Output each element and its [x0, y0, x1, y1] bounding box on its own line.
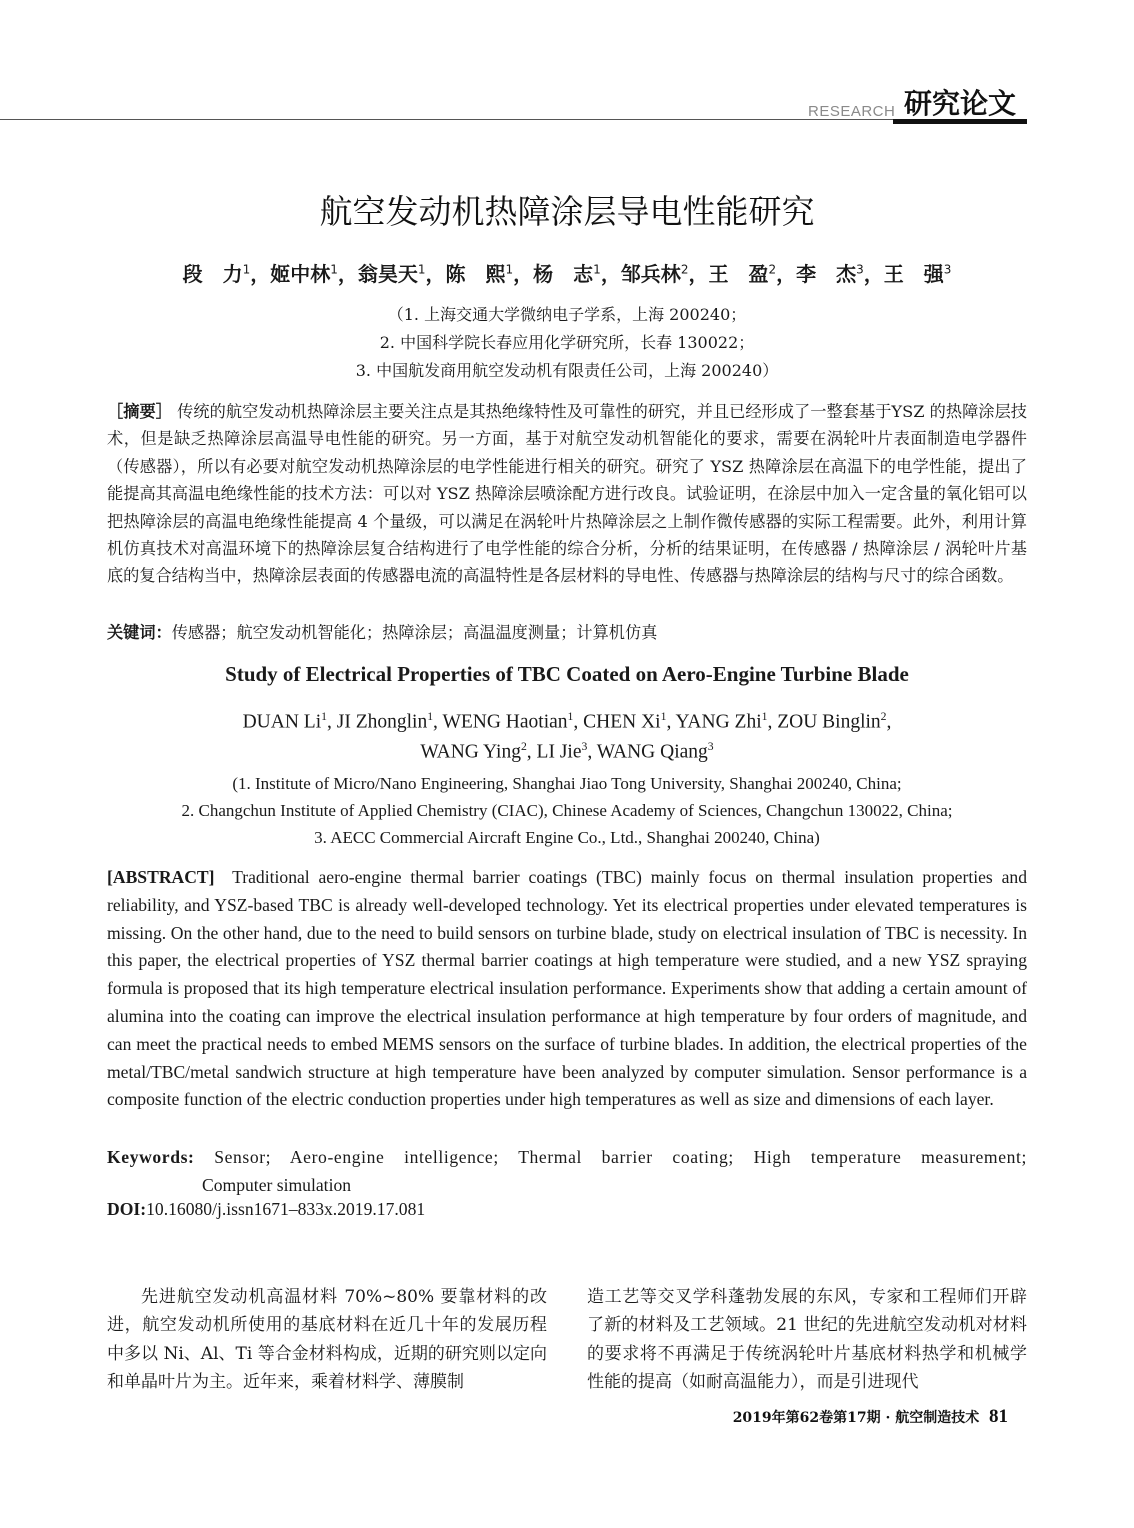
author-name: 李 杰	[796, 262, 857, 286]
keywords-en	[107, 1143, 1027, 1199]
author-affiliation-mark: 1	[330, 262, 338, 277]
author-affiliation-mark: 3	[943, 262, 952, 277]
author-affiliation-mark: 1	[593, 262, 601, 277]
paper-title-en: Study of Electrical Properties of TBC Coated on Aero-Engine Turbine Blade	[225, 662, 909, 686]
doi	[107, 1199, 1027, 1220]
author-name: 杨 志	[533, 262, 594, 286]
body-column-left: 先进航空发动机高温材料 70%~80% 要靠材料的改进，航空发动机所使用的基底材料在近几十年的发展历程中多以 Ni、Al、Ti 等合金材料构成，近期的研究则以定向和单晶叶片为主。近年来，乘着材料学、薄膜制	[107, 1287, 547, 1392]
author-name: 陈 熙	[445, 262, 506, 286]
author-affiliation-mark: 1	[660, 710, 667, 723]
author-affiliation-mark: 1	[321, 710, 327, 723]
author-affiliation-mark: 3	[856, 262, 864, 277]
author-name: 王 盈	[708, 262, 769, 286]
author-name: ZOU Binglin	[777, 711, 881, 733]
author-name: CHEN Xi	[583, 711, 661, 733]
keywords-en-line-1: Sensor; Aero-engine intelligence; Thermal barrier coating; High temperature measurement;	[214, 1147, 1028, 1167]
author-affiliation-mark: 1	[761, 710, 768, 723]
keywords-zh	[107, 619, 1027, 643]
author-affiliation-mark: 2	[768, 262, 777, 277]
footer-journal: 2019年第62卷第17期 · 航空制造技术	[732, 1410, 980, 1426]
abstract-en	[107, 864, 1027, 1114]
author-name: LI Jie	[536, 741, 582, 763]
header-rule	[0, 119, 893, 120]
authors-zh: 段 力$^1$，姬中林$^1$，翁昊天$^1$，陈 熙$^1$，杨 志$^1$，邹兵林$^2$，王 盈$^2$，李 杰$^3$，王 强$^3$	[182, 262, 952, 286]
affiliation-zh-3: 3. 中国航发商用航空发动机有限责任公司，上海 200240）	[355, 361, 779, 380]
keywords-zh-text: 传感器；航空发动机智能化；热障涂层；高温温度测量；计算机仿真	[171, 623, 658, 642]
author-name: 邹兵林	[620, 262, 681, 286]
header-section-en: RESEARCH	[808, 103, 896, 120]
body-column-right: 造工艺等交叉学科蓬勃发展的东风，专家和工程师们开辟了新的材料及工艺领域。21 世纪的先进航空发动机对材料的要求将不再满足于传统涡轮叶片基底材料热学和机械学性能的提高（如耐高温能力），而是引进现代	[587, 1287, 1027, 1392]
author-name: WANG Qiang	[596, 741, 708, 763]
page-number: 81	[989, 1406, 1008, 1427]
keywords-en-label: Keywords:	[107, 1147, 195, 1167]
affiliation-en-2: 2. Changchun Institute of Applied Chemistry (CIAC), Chinese Academy of Sciences, Changchun 130022, China;	[181, 801, 953, 820]
author-affiliation-mark: 1	[242, 262, 251, 277]
page-footer	[600, 1406, 1008, 1428]
affiliation-zh-2: 2. 中国科学院长春应用化学研究所，长春 130022；	[379, 333, 755, 352]
author-name: 王 强	[883, 262, 944, 286]
abstract-zh-label: ［摘要］	[107, 402, 172, 421]
paper-title-zh: 航空发动机热障涂层导电性能研究	[319, 192, 815, 231]
author-name: WENG Haotian	[442, 711, 568, 733]
abstract-zh-text: 传统的航空发动机热障涂层主要关注点是其热绝缘特性及可靠性的研究，并且已经形成了一整套基于YSZ 的热障涂层技术，但是缺乏热障涂层高温导电性能的研究。另一方面，基于对航空发动机智能化的要求，需要在涡轮叶片表面制造电学器件（传感器），所以有必要对航空发动机热障涂层的电学性能进行相关的研究。研究了 YSZ 热障涂层在高温下的电学性能，提出了能提高其高温电绝缘性能的技术方法：可以对 YSZ 热障涂层喷涂配方进行改良。试验证明，在涂层中加入一定含量的氧化铝可以把热障涂层的高温电绝缘性能提高 4 个量级，可以满足在涡轮叶片热障涂层之上制作微传感器的实际工程需要。此外，利用计算机仿真技术对高温环境下的热障涂层复合结构进行了电学性能的综合分析，分析的结果证明，在传感器 / 热障涂层 / 涡轮叶片基底的复合结构当中，热障涂层表面的传感器电流的高温特性是各层材料的导电性、传感器与热障涂层的结构与尺寸的综合函数。	[107, 402, 1027, 586]
keywords-en-line-2: Computer simulation	[202, 1175, 352, 1195]
author-affiliation-mark: 2	[680, 262, 689, 277]
author-name: 段 力	[182, 262, 243, 286]
affiliation-en-1: (1. Institute of Micro/Nano Engineering, Shanghai Jiao Tong University, Shanghai 200240, China;	[232, 774, 902, 793]
keywords-en-row	[107, 1143, 1027, 1171]
author-affiliation-mark: 1	[427, 710, 434, 723]
keywords-zh-label: 关键词：	[107, 623, 172, 642]
author-affiliation-mark: 2	[520, 740, 527, 753]
author-name: WANG Ying	[420, 741, 521, 763]
author-affiliation-mark: 1	[567, 710, 574, 723]
affiliation-zh-1: （1. 上海交通大学微纳电子学系，上海 200240；	[387, 305, 747, 324]
author-name: DUAN Li	[242, 711, 322, 733]
authors-en-line-2: WANG Ying$^2$, LI Jie$^3$, WANG Qiang$^3$	[420, 740, 714, 763]
abstract-zh	[107, 398, 1027, 590]
abstract-en-label: [ABSTRACT]	[107, 867, 215, 887]
authors-en-line-1: DUAN Li$^1$, JI Zhonglin$^1$, WENG Haotian$^1$, CHEN Xi$^1$, YANG Zhi$^1$, ZOU Binglin$^2$,	[242, 710, 892, 733]
author-name: JI Zhonglin	[336, 711, 428, 733]
affiliation-en-3: 3. AECC Commercial Aircraft Engine Co., Ltd., Shanghai 200240, China)	[314, 828, 820, 847]
author-name: 翁昊天	[357, 262, 418, 286]
abstract-en-text: Traditional aero-engine thermal barrier coatings (TBC) mainly focus on thermal insulation properties and reliability, and YSZ-based TBC is already well-developed technology. Yet its electrical properties under elevated temperatures is missing. On the other hand, due to the need to build sensors on turbine blade, study on electrical insulation of TBC is necessity. In this paper, the electrical properties of YSZ thermal barrier coatings at high temperature were studied, and a new YSZ spraying formula is proposed that its high temperature electrical insulation performance. Experiments show that adding a certain amount of alumina into the coating can improve the electrical insulation performance at high temperature by four orders of magnitude, and can meet the practical needs to embed MEMS sensors on the surface of turbine blades. In addition, the electrical properties of the metal/TBC/metal sandwich structure at high temperature have been analyzed by computer simulation. Sensor performance is a composite function of the electric conduction properties under high temperatures as well as size and dimensions of each layer.	[107, 867, 1027, 1110]
author-affiliation-mark: 3	[707, 740, 714, 753]
header-section-zh: 研究论文	[904, 87, 1017, 120]
author-affiliation-mark: 2	[880, 710, 887, 723]
doi-value: 10.16080/j.issn1671–833x.2019.17.081	[146, 1199, 426, 1219]
author-affiliation-mark: 3	[581, 740, 588, 753]
author-name: YANG Zhi	[675, 711, 762, 733]
author-name: 姬中林	[270, 262, 331, 286]
author-affiliation-mark: 1	[417, 262, 426, 277]
author-affiliation-mark: 1	[505, 262, 514, 277]
doi-label: DOI:	[107, 1199, 147, 1219]
